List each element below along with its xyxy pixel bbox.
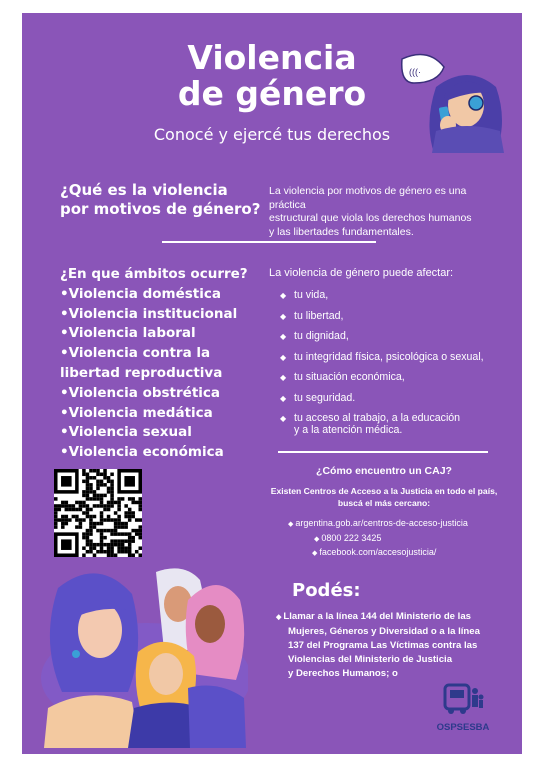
diamond-bullet-icon: ◆	[280, 352, 287, 362]
list-item: ◆ tu dignidad,	[280, 330, 520, 351]
caj-contacts	[288, 518, 468, 562]
diamond-bullet-icon: ◆	[314, 535, 322, 543]
poster	[22, 13, 522, 754]
afectar-list	[280, 289, 520, 436]
diamond-bullet-icon: ◆	[280, 332, 287, 341]
ambitos-list	[60, 265, 290, 463]
list-item: •Violencia obstrética	[60, 384, 221, 401]
bus-family-icon	[441, 681, 485, 715]
list-item: ◆ tu situación económica,	[280, 371, 520, 392]
podes-heading: Podés:	[292, 580, 361, 601]
diamond-bullet-icon: ◆	[288, 521, 296, 528]
definition-answer: La violencia por motivos de género es una práctica estructural que viola los derechos humanos y las libertades fundamentales.	[269, 185, 472, 238]
divider	[278, 451, 488, 453]
diamond-bullet-icon: ◆	[280, 291, 287, 300]
ambitos-heading: ¿En que ámbitos ocurre?	[60, 266, 248, 282]
diamond-bullet-icon: ◆	[280, 414, 287, 423]
list-item: •Violencia laboral	[60, 325, 196, 342]
diamond-bullet-icon: ◆	[312, 550, 320, 557]
qr-code[interactable]	[54, 469, 142, 557]
contact-phone[interactable]: ◆ 0800 222 3425	[314, 532, 382, 543]
women-group-illustration	[38, 558, 248, 748]
list-item: •Violencia doméstica	[60, 285, 221, 302]
list-item: ◆ tu seguridad.	[280, 392, 520, 413]
list-item: ◆ tu acceso al trabajo, a la educación y a la atención médica.	[280, 412, 461, 436]
list-item: ◆ tu vida,	[280, 289, 520, 310]
podes-text: ◆ Llamar a la línea 144 del Ministerio de las Mujeres, Géneros y Diversidad o a la línea 137 del Programa Las Víctimas contra las Violencias del Ministerio de Justicia y Derechos Humanos; o	[276, 611, 480, 679]
diamond-bullet-icon: ◆	[280, 393, 287, 403]
list-item: libertad reproductiva	[60, 364, 223, 381]
svg-text:(((·: (((·	[409, 67, 421, 77]
diamond-bullet-icon: ◆	[280, 311, 287, 321]
ospsesba-logo	[426, 681, 500, 733]
diamond-bullet-icon: ◆	[280, 373, 287, 382]
list-item: ◆ tu integridad física, psicológica o sexual,	[280, 351, 520, 372]
afectar-heading: La violencia de género puede afectar:	[269, 267, 454, 279]
contact-link[interactable]: ◆ facebook.com/accesojusticia/	[312, 547, 437, 557]
list-item: •Violencia económica	[60, 444, 224, 461]
caj-heading: ¿Cómo encuentro un CAJ?	[316, 465, 452, 477]
page-title: Violencia de género	[177, 38, 367, 113]
diamond-bullet-icon: ◆	[276, 614, 284, 621]
list-item: •Violencia medática	[60, 404, 213, 421]
list-item: •Violencia contra la	[60, 345, 211, 362]
definition-question: ¿Qué es la violencia por motivos de género?	[60, 181, 261, 218]
page-subtitle: Conocé y ejercé tus derechos	[153, 125, 391, 144]
list-item: •Violencia institucional	[60, 305, 238, 322]
divider	[162, 241, 376, 243]
list-item: •Violencia sexual	[60, 424, 192, 441]
logo-text: OSPSESBA	[436, 722, 490, 733]
caj-description: Existen Centros de Acceso a la Justicia en todo el país, buscá el más cercano:	[270, 486, 498, 508]
list-item: ◆ tu libertad,	[280, 310, 520, 331]
contact-link[interactable]: ◆ argentina.gob.ar/centros-de-acceso-justicia	[288, 518, 468, 528]
